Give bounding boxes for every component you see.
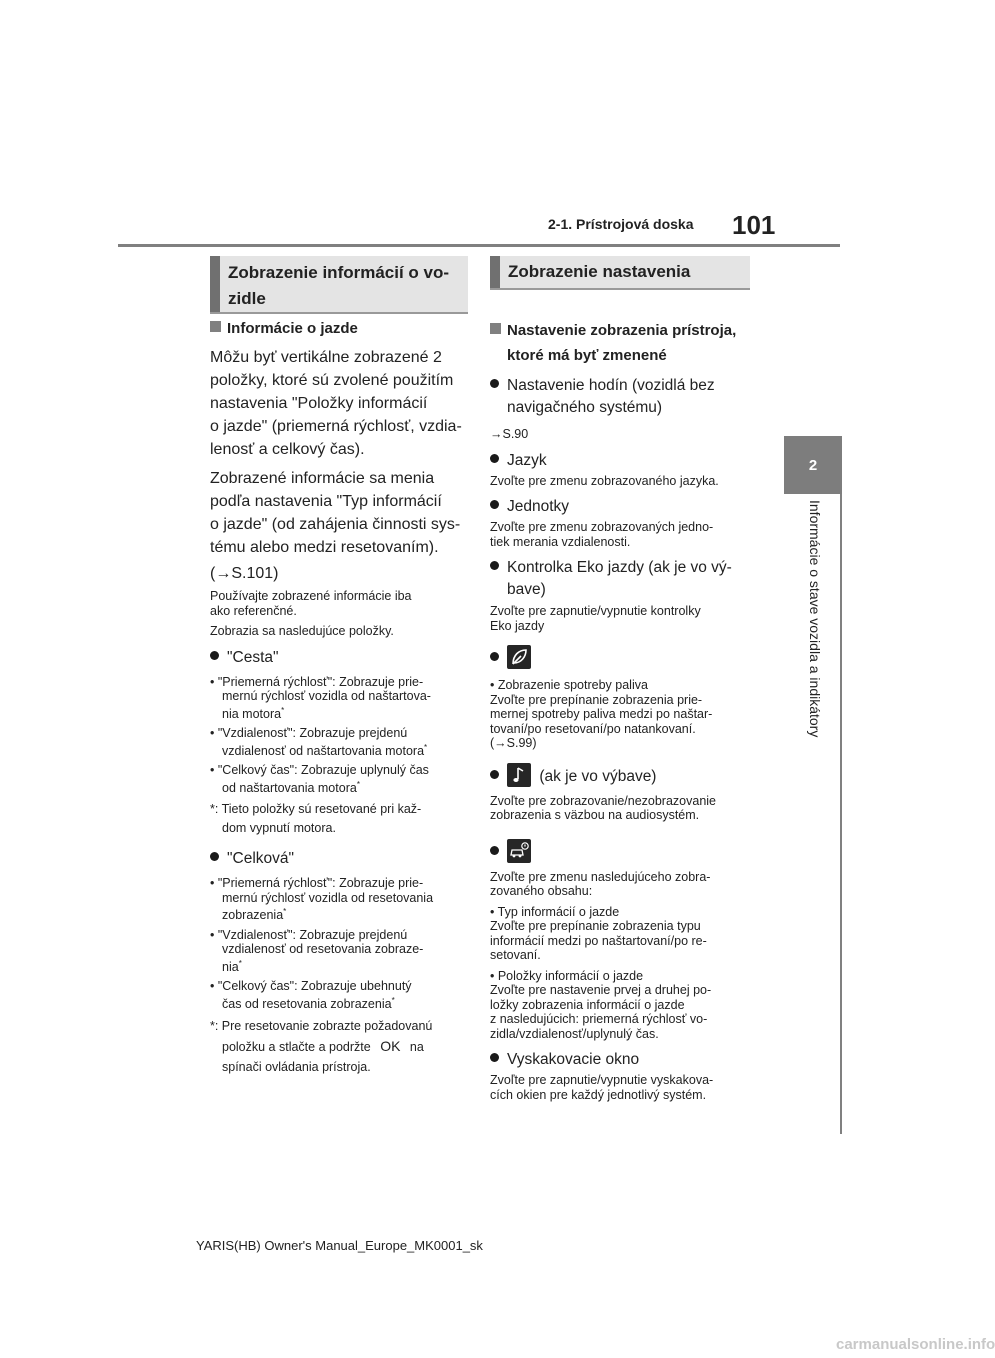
note-reference-only: Používajte zobrazené informácie iba ako referenčné. xyxy=(210,589,412,618)
list-item: • "Vzdialenosť": Zobrazuje prejdenú vzdialenosť od resetovania zobraze- nia* xyxy=(210,927,424,974)
page-reference[interactable]: (→S.101) xyxy=(210,565,279,582)
chapter-title: Informácie o stave vozidla a indikátory xyxy=(807,500,823,738)
footer-manual-id: YARIS(HB) Owner's Manual_Europe_MK0001_sk xyxy=(196,1238,483,1253)
subheading-drive-info: Informácie o jazde xyxy=(210,318,472,340)
list-item: • "Vzdialenosť": Zobrazuje prejdenú vzdialenosť od naštartovania motora* xyxy=(210,726,428,758)
bullet-language: Jazyk xyxy=(490,450,752,472)
asterisk: * xyxy=(283,907,287,916)
fuel-description: • Zobrazenie spotreby paliva Zvoľte pre prepínanie zobrazenia prie- mernej spotreby paliva medzi po naštar- tovaní/po resetovaní/po natankovaní. (→S.99) xyxy=(490,678,752,751)
bullet-dot-icon xyxy=(210,651,219,660)
heading-line: zidle xyxy=(228,289,266,308)
footnote-total: *: Pre resetovanie zobrazte požadovanú položku a stlačte a podržte OK na spínači ovládania prístroja. xyxy=(210,1019,433,1074)
bullet-drive-info xyxy=(490,839,752,864)
bullet-dot-icon xyxy=(490,770,499,779)
list-item: • "Priemerná rýchlosť": Zobrazuje prie- mernú rýchlosť vozidla od resetovania zobrazenia* xyxy=(210,876,434,922)
audio-description: Zvoľte pre zobrazovanie/nezobrazovanie zobrazenia s väzbou na audiosystém. xyxy=(490,793,717,822)
note-items-shown: Zobrazia sa nasledujúce položky. xyxy=(210,624,394,638)
list-item: • "Priemerná rýchlosť": Zobrazuje prie- mernú rýchlosť vozidla od naštartova- nia motora* xyxy=(210,674,431,721)
square-bullet-icon xyxy=(210,321,221,332)
paragraph-2: Zobrazené informácie sa menia podľa nastavenia "Typ informácií o jazde" (od zahájenia činnosti sys- tému alebo medzi resetovaním). (→S.101) xyxy=(210,467,472,585)
page-reference[interactable]: →S.90 xyxy=(490,427,529,441)
right-column xyxy=(490,320,752,1102)
right-section-heading: Zobrazenie nastavenia xyxy=(490,256,750,288)
bullet-eco: Kontrolka Eko jazdy (ak je vo vý- bave) xyxy=(490,557,752,601)
section-title: 2-1. Prístrojová doska xyxy=(548,216,694,232)
chapter-number: 2 xyxy=(808,456,818,474)
left-column xyxy=(210,318,472,1077)
bullet-dot-icon xyxy=(490,379,499,388)
heading-line: Zobrazenie informácií o vo- xyxy=(228,263,450,282)
bullet-units: Jednotky xyxy=(490,496,752,518)
bullet-audio: (ak je vo výbave) xyxy=(490,763,752,788)
asterisk: * xyxy=(356,779,360,789)
left-section-heading xyxy=(210,256,468,312)
bullet-dot-icon xyxy=(210,852,219,861)
header-divider xyxy=(118,244,840,247)
language-description: Zvoľte pre zmenu zobrazovaného jazyka. xyxy=(490,473,719,488)
leaf-icon xyxy=(507,645,531,669)
watermark: carmanualsonline.info xyxy=(836,1336,995,1353)
chapter-tab xyxy=(784,436,842,494)
bullet-fuel xyxy=(490,645,752,670)
list-item: • "Celkový čas": Zobrazuje uplynulý čas od naštartovania motora* xyxy=(210,763,429,795)
units-description: Zvoľte pre zmenu zobrazovaných jedno- tiek merania vzdialenosti. xyxy=(490,520,714,549)
drive-info-description: Zvoľte pre zmenu nasledujúceho zobra- zovaného obsahu: xyxy=(490,869,711,898)
footnote-trip: *: Tieto položky sú resetované pri kaž- dom vypnutí motora. xyxy=(210,802,422,835)
left-heading-rule xyxy=(210,312,468,314)
asterisk: * xyxy=(391,995,395,1005)
square-bullet-icon xyxy=(490,323,501,334)
bullet-total: "Celková" xyxy=(210,848,472,870)
list-item: • Položky informácií o jazde Zvoľte pre nastavenie prvej a druhej po- ložky zobrazenia informácií o jazde z nasledujúcich: priemerná rýchlosť vo- zidla/vzdialenosť/uplynulý čas. xyxy=(490,968,712,1041)
bullet-dot-icon xyxy=(490,454,499,463)
asterisk: * xyxy=(424,742,428,752)
music-note-icon xyxy=(507,763,531,787)
eco-description: Zvoľte pre zapnutie/vypnutie kontrolky Eko jazdy xyxy=(490,604,701,633)
page-number: 101 xyxy=(732,210,776,240)
bullet-dot-icon xyxy=(490,846,499,855)
bullet-trip: "Cesta" xyxy=(210,647,472,669)
right-heading-rule xyxy=(490,288,750,290)
bullet-dot-icon xyxy=(490,652,499,661)
asterisk: * xyxy=(281,705,285,715)
page-reference[interactable]: (→S.99) xyxy=(490,736,537,750)
bullet-popup: Vyskakovacie okno xyxy=(490,1049,752,1071)
chapter-rail xyxy=(840,494,842,1134)
paragraph-1: Môžu byť vertikálne zobrazené 2 položky, ktoré sú zvolené použitím nastavenia "Položky informácií o jazde" (priemerná rýchlosť, vzdia- lenosť a celkový čas). xyxy=(210,349,462,458)
list-item: • Typ informácií o jazde Zvoľte pre prepínanie zobrazenia typu informácií medzi po naštartovaní/po re- setovaní. xyxy=(490,904,707,962)
subheading-settings: Nastavenie zobrazenia prístroja, ktoré má byť zmenené xyxy=(490,320,752,367)
bullet-dot-icon xyxy=(490,500,499,509)
bullet-clock: Nastavenie hodín (vozidlá bez navigačného systému) xyxy=(490,375,752,419)
list-item: • "Celkový čas": Zobrazuje ubehnutý čas od resetovania zobrazenia* xyxy=(210,979,412,1011)
bullet-dot-icon xyxy=(490,561,499,570)
popup-description: Zvoľte pre zapnutie/vypnutie vyskakova- cích okien pre každý jednotlivý systém. xyxy=(490,1073,714,1102)
asterisk: * xyxy=(238,958,242,968)
ok-button-icon: OK xyxy=(380,1038,401,1054)
bullet-dot-icon xyxy=(490,1053,499,1062)
car-info-icon xyxy=(507,839,531,863)
